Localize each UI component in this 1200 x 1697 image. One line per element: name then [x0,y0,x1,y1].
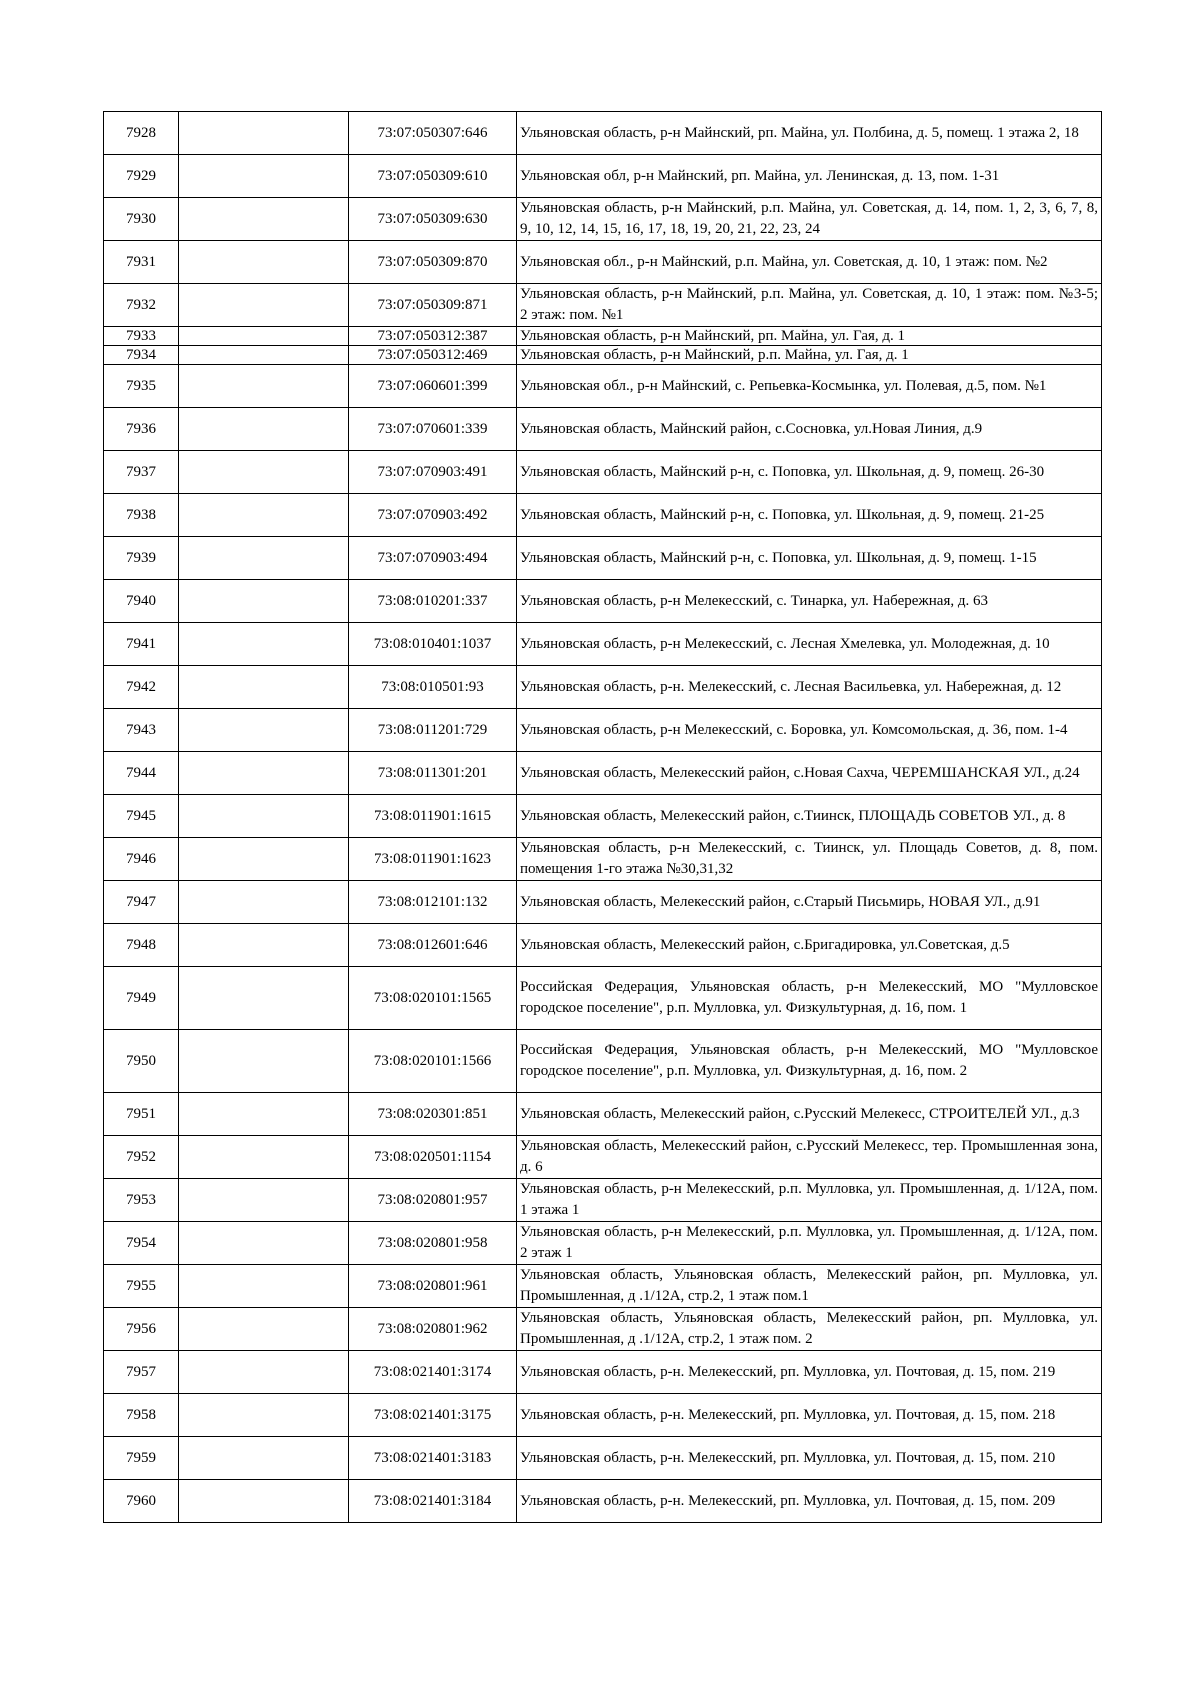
row-number-cell: 7951 [104,1093,179,1136]
row-code-cell [179,795,349,838]
table-row [104,537,1102,580]
table-row [104,838,1102,881]
row-code-cell [179,1030,349,1093]
row-number-cell: 7942 [104,666,179,709]
row-number-cell: 7944 [104,752,179,795]
address-cell: Ульяновская область, р-н Майнский, р.п. Майна, ул. Советская, д. 14, пом. 1, 2, 3, 6, 7, 8, 9, 10, 12, 14, 15, 16, 17, 18, 19, 20, 21, 22, 23, 24 [517,198,1102,241]
row-number-cell: 7940 [104,580,179,623]
row-code-cell [179,112,349,155]
table-row [104,284,1102,327]
cadastral-number-cell: 73:08:021401:3184 [349,1480,517,1523]
row-number-cell: 7934 [104,346,179,365]
cadastral-number-cell: 73:07:070601:339 [349,408,517,451]
address-cell: Ульяновская область, р-н. Мелекесский, рп. Мулловка, ул. Почтовая, д. 15, пом. 209 [517,1480,1102,1523]
cadastral-number-cell: 73:08:020301:851 [349,1093,517,1136]
cadastral-number-cell: 73:08:010401:1037 [349,623,517,666]
table-row [104,1265,1102,1308]
cadastral-number-cell: 73:08:011901:1623 [349,838,517,881]
cadastral-number-cell: 73:08:021401:3175 [349,1394,517,1437]
row-number-cell: 7932 [104,284,179,327]
cadastral-number-cell: 73:07:070903:492 [349,494,517,537]
address-cell: Ульяновская область, р-н. Мелекесский, рп. Мулловка, ул. Почтовая, д. 15, пом. 219 [517,1351,1102,1394]
cadastral-number-cell: 73:07:070903:494 [349,537,517,580]
row-code-cell [179,365,349,408]
cadastral-number-cell: 73:08:010501:93 [349,666,517,709]
address-cell: Ульяновская область, Ульяновская область, Мелекесский район, рп. Мулловка, ул. Промышленная, д .1/12А, стр.2, 1 этаж пом.1 [517,1265,1102,1308]
address-cell: Ульяновская область, р-н. Мелекесский, рп. Мулловка, ул. Почтовая, д. 15, пом. 210 [517,1437,1102,1480]
table-row [104,924,1102,967]
table-row [104,408,1102,451]
address-cell: Российская Федерация, Ульяновская область, р-н Мелекесский, МО "Мулловское городское поселение", р.п. Мулловка, ул. Физкультурная, д. 16, пом. 1 [517,967,1102,1030]
table-row [104,1222,1102,1265]
cadastral-number-cell: 73:07:050309:871 [349,284,517,327]
cadastral-number-cell: 73:08:011901:1615 [349,795,517,838]
address-cell: Ульяновская область, р-н Мелекесский, с. Лесная Хмелевка, ул. Молодежная, д. 10 [517,623,1102,666]
property-registry-table [103,111,1102,1523]
table-row [104,709,1102,752]
table-row [104,1093,1102,1136]
row-number-cell: 7953 [104,1179,179,1222]
cadastral-number-cell: 73:07:050309:630 [349,198,517,241]
row-number-cell: 7941 [104,623,179,666]
cadastral-number-cell: 73:08:020801:961 [349,1265,517,1308]
address-cell: Ульяновская область, Мелекесский район, с.Старый Письмирь, НОВАЯ УЛ., д.91 [517,881,1102,924]
row-number-cell: 7956 [104,1308,179,1351]
row-number-cell: 7960 [104,1480,179,1523]
row-number-cell: 7954 [104,1222,179,1265]
cadastral-number-cell: 73:08:020101:1566 [349,1030,517,1093]
row-number-cell: 7957 [104,1351,179,1394]
cadastral-number-cell: 73:08:020501:1154 [349,1136,517,1179]
row-number-cell: 7943 [104,709,179,752]
row-code-cell [179,1308,349,1351]
address-cell: Ульяновская область, Мелекесский район, с.Русский Мелекесс, тер. Промышленная зона, д. 6 [517,1136,1102,1179]
address-cell: Ульяновская область, Мелекесский район, с.Русский Мелекесс, СТРОИТЕЛЕЙ УЛ., д.3 [517,1093,1102,1136]
table-row [104,112,1102,155]
row-number-cell: 7935 [104,365,179,408]
row-code-cell [179,1394,349,1437]
table-row [104,198,1102,241]
row-code-cell [179,346,349,365]
table-row [104,1179,1102,1222]
address-cell: Ульяновская обл, р-н Майнский, рп. Майна, ул. Ленинская, д. 13, пом. 1-31 [517,155,1102,198]
row-code-cell [179,881,349,924]
table-row [104,1030,1102,1093]
cadastral-number-cell: 73:08:010201:337 [349,580,517,623]
row-code-cell [179,709,349,752]
row-number-cell: 7936 [104,408,179,451]
address-cell: Ульяновская область, р-н Майнский, рп. Майна, ул. Гая, д. 1 [517,327,1102,346]
address-cell: Российская Федерация, Ульяновская область, р-н Мелекесский, МО "Мулловское городское поселение", р.п. Мулловка, ул. Физкультурная, д. 16, пом. 2 [517,1030,1102,1093]
address-cell: Ульяновская область, р-н Мелекесский, р.п. Мулловка, ул. Промышленная, д. 1/12А, пом. 2 этаж 1 [517,1222,1102,1265]
row-number-cell: 7946 [104,838,179,881]
row-code-cell [179,1222,349,1265]
row-number-cell: 7958 [104,1394,179,1437]
address-cell: Ульяновская обл., р-н Майнский, р.п. Майна, ул. Советская, д. 10, 1 этаж: пом. №2 [517,241,1102,284]
cadastral-number-cell: 73:07:070903:491 [349,451,517,494]
row-number-cell: 7950 [104,1030,179,1093]
table-row [104,881,1102,924]
row-code-cell [179,967,349,1030]
address-cell: Ульяновская область, р-н Майнский, р.п. Майна, ул. Советская, д. 10, 1 этаж: пом. №3-5; 2 этаж: пом. №1 [517,284,1102,327]
cadastral-number-cell: 73:07:050309:610 [349,155,517,198]
row-code-cell [179,924,349,967]
cadastral-number-cell: 73:08:012601:646 [349,924,517,967]
address-cell: Ульяновская область, р-н. Мелекесский, рп. Мулловка, ул. Почтовая, д. 15, пом. 218 [517,1394,1102,1437]
cadastral-number-cell: 73:07:060601:399 [349,365,517,408]
row-number-cell: 7938 [104,494,179,537]
address-cell: Ульяновская область, р-н Майнский, рп. Майна, ул. Полбина, д. 5, помещ. 1 этажа 2, 18 [517,112,1102,155]
address-cell: Ульяновская область, Мелекесский район, с.Тиинск, ПЛОЩАДЬ СОВЕТОВ УЛ., д. 8 [517,795,1102,838]
cadastral-number-cell: 73:08:020801:958 [349,1222,517,1265]
table-row [104,580,1102,623]
row-code-cell [179,284,349,327]
table-row [104,623,1102,666]
row-number-cell: 7945 [104,795,179,838]
address-cell: Ульяновская область, р-н Майнский, р.п. Майна, ул. Гая, д. 1 [517,346,1102,365]
row-number-cell: 7930 [104,198,179,241]
row-code-cell [179,1265,349,1308]
cadastral-number-cell: 73:07:050307:646 [349,112,517,155]
row-number-cell: 7939 [104,537,179,580]
address-cell: Ульяновская область, Мелекесский район, с.Новая Сахча, ЧЕРЕМШАНСКАЯ УЛ., д.24 [517,752,1102,795]
table-row [104,1308,1102,1351]
address-cell: Ульяновская область, Майнский р-н, с. Поповка, ул. Школьная, д. 9, помещ. 1-15 [517,537,1102,580]
table-row [104,346,1102,365]
table-row [104,967,1102,1030]
table-row [104,1437,1102,1480]
row-code-cell [179,1136,349,1179]
table-row [104,327,1102,346]
cadastral-number-cell: 73:08:011201:729 [349,709,517,752]
table-row [104,365,1102,408]
address-cell: Ульяновская область, р-н Мелекесский, с. Тинарка, ул. Набережная, д. 63 [517,580,1102,623]
row-code-cell [179,327,349,346]
row-number-cell: 7933 [104,327,179,346]
cadastral-number-cell: 73:08:012101:132 [349,881,517,924]
cadastral-number-cell: 73:07:050312:387 [349,327,517,346]
table-row [104,666,1102,709]
table-row [104,451,1102,494]
address-cell: Ульяновская область, Ульяновская область, Мелекесский район, рп. Мулловка, ул. Промышленная, д .1/12А, стр.2, 1 этаж пом. 2 [517,1308,1102,1351]
address-cell: Ульяновская область, р-н. Мелекесский, с. Лесная Васильевка, ул. Набережная, д. 12 [517,666,1102,709]
row-number-cell: 7952 [104,1136,179,1179]
row-number-cell: 7955 [104,1265,179,1308]
row-number-cell: 7948 [104,924,179,967]
cadastral-number-cell: 73:08:020801:957 [349,1179,517,1222]
cadastral-number-cell: 73:08:020801:962 [349,1308,517,1351]
row-code-cell [179,241,349,284]
row-number-cell: 7937 [104,451,179,494]
row-code-cell [179,1351,349,1394]
address-cell: Ульяновская область, Мелекесский район, с.Бригадировка, ул.Советская, д.5 [517,924,1102,967]
row-code-cell [179,838,349,881]
row-number-cell: 7931 [104,241,179,284]
table-row [104,494,1102,537]
table-row [104,1394,1102,1437]
table-row [104,1351,1102,1394]
row-code-cell [179,408,349,451]
row-number-cell: 7949 [104,967,179,1030]
row-code-cell [179,1480,349,1523]
cadastral-number-cell: 73:08:011301:201 [349,752,517,795]
row-code-cell [179,451,349,494]
address-cell: Ульяновская область, р-н Мелекесский, с. Тиинск, ул. Площадь Советов, д. 8, пом. помещения 1-го этажа №30,31,32 [517,838,1102,881]
address-cell: Ульяновская область, р-н Мелекесский, с. Боровка, ул. Комсомольская, д. 36, пом. 1-4 [517,709,1102,752]
row-code-cell [179,623,349,666]
row-code-cell [179,580,349,623]
cadastral-number-cell: 73:07:050309:870 [349,241,517,284]
table-row [104,241,1102,284]
cadastral-number-cell: 73:08:020101:1565 [349,967,517,1030]
row-number-cell: 7929 [104,155,179,198]
row-code-cell [179,494,349,537]
cadastral-number-cell: 73:07:050312:469 [349,346,517,365]
address-cell: Ульяновская область, Майнский р-н, с. Поповка, ул. Школьная, д. 9, помещ. 21-25 [517,494,1102,537]
row-code-cell [179,666,349,709]
row-number-cell: 7959 [104,1437,179,1480]
cadastral-number-cell: 73:08:021401:3174 [349,1351,517,1394]
cadastral-number-cell: 73:08:021401:3183 [349,1437,517,1480]
table-row [104,1480,1102,1523]
table-row [104,155,1102,198]
row-code-cell [179,198,349,241]
table-row [104,1136,1102,1179]
row-number-cell: 7928 [104,112,179,155]
table-row [104,752,1102,795]
table-row [104,795,1102,838]
row-code-cell [179,155,349,198]
address-cell: Ульяновская обл., р-н Майнский, с. Репьевка-Космынка, ул. Полевая, д.5, пом. №1 [517,365,1102,408]
address-cell: Ульяновская область, Майнский р-н, с. Поповка, ул. Школьная, д. 9, помещ. 26-30 [517,451,1102,494]
row-code-cell [179,537,349,580]
registry-table-body [104,112,1102,1523]
address-cell: Ульяновская область, Майнский район, с.Сосновка, ул.Новая Линия, д.9 [517,408,1102,451]
row-code-cell [179,1179,349,1222]
address-cell: Ульяновская область, р-н Мелекесский, р.п. Мулловка, ул. Промышленная, д. 1/12А, пом. 1 этажа 1 [517,1179,1102,1222]
row-code-cell [179,1093,349,1136]
row-code-cell [179,1437,349,1480]
row-code-cell [179,752,349,795]
row-number-cell: 7947 [104,881,179,924]
